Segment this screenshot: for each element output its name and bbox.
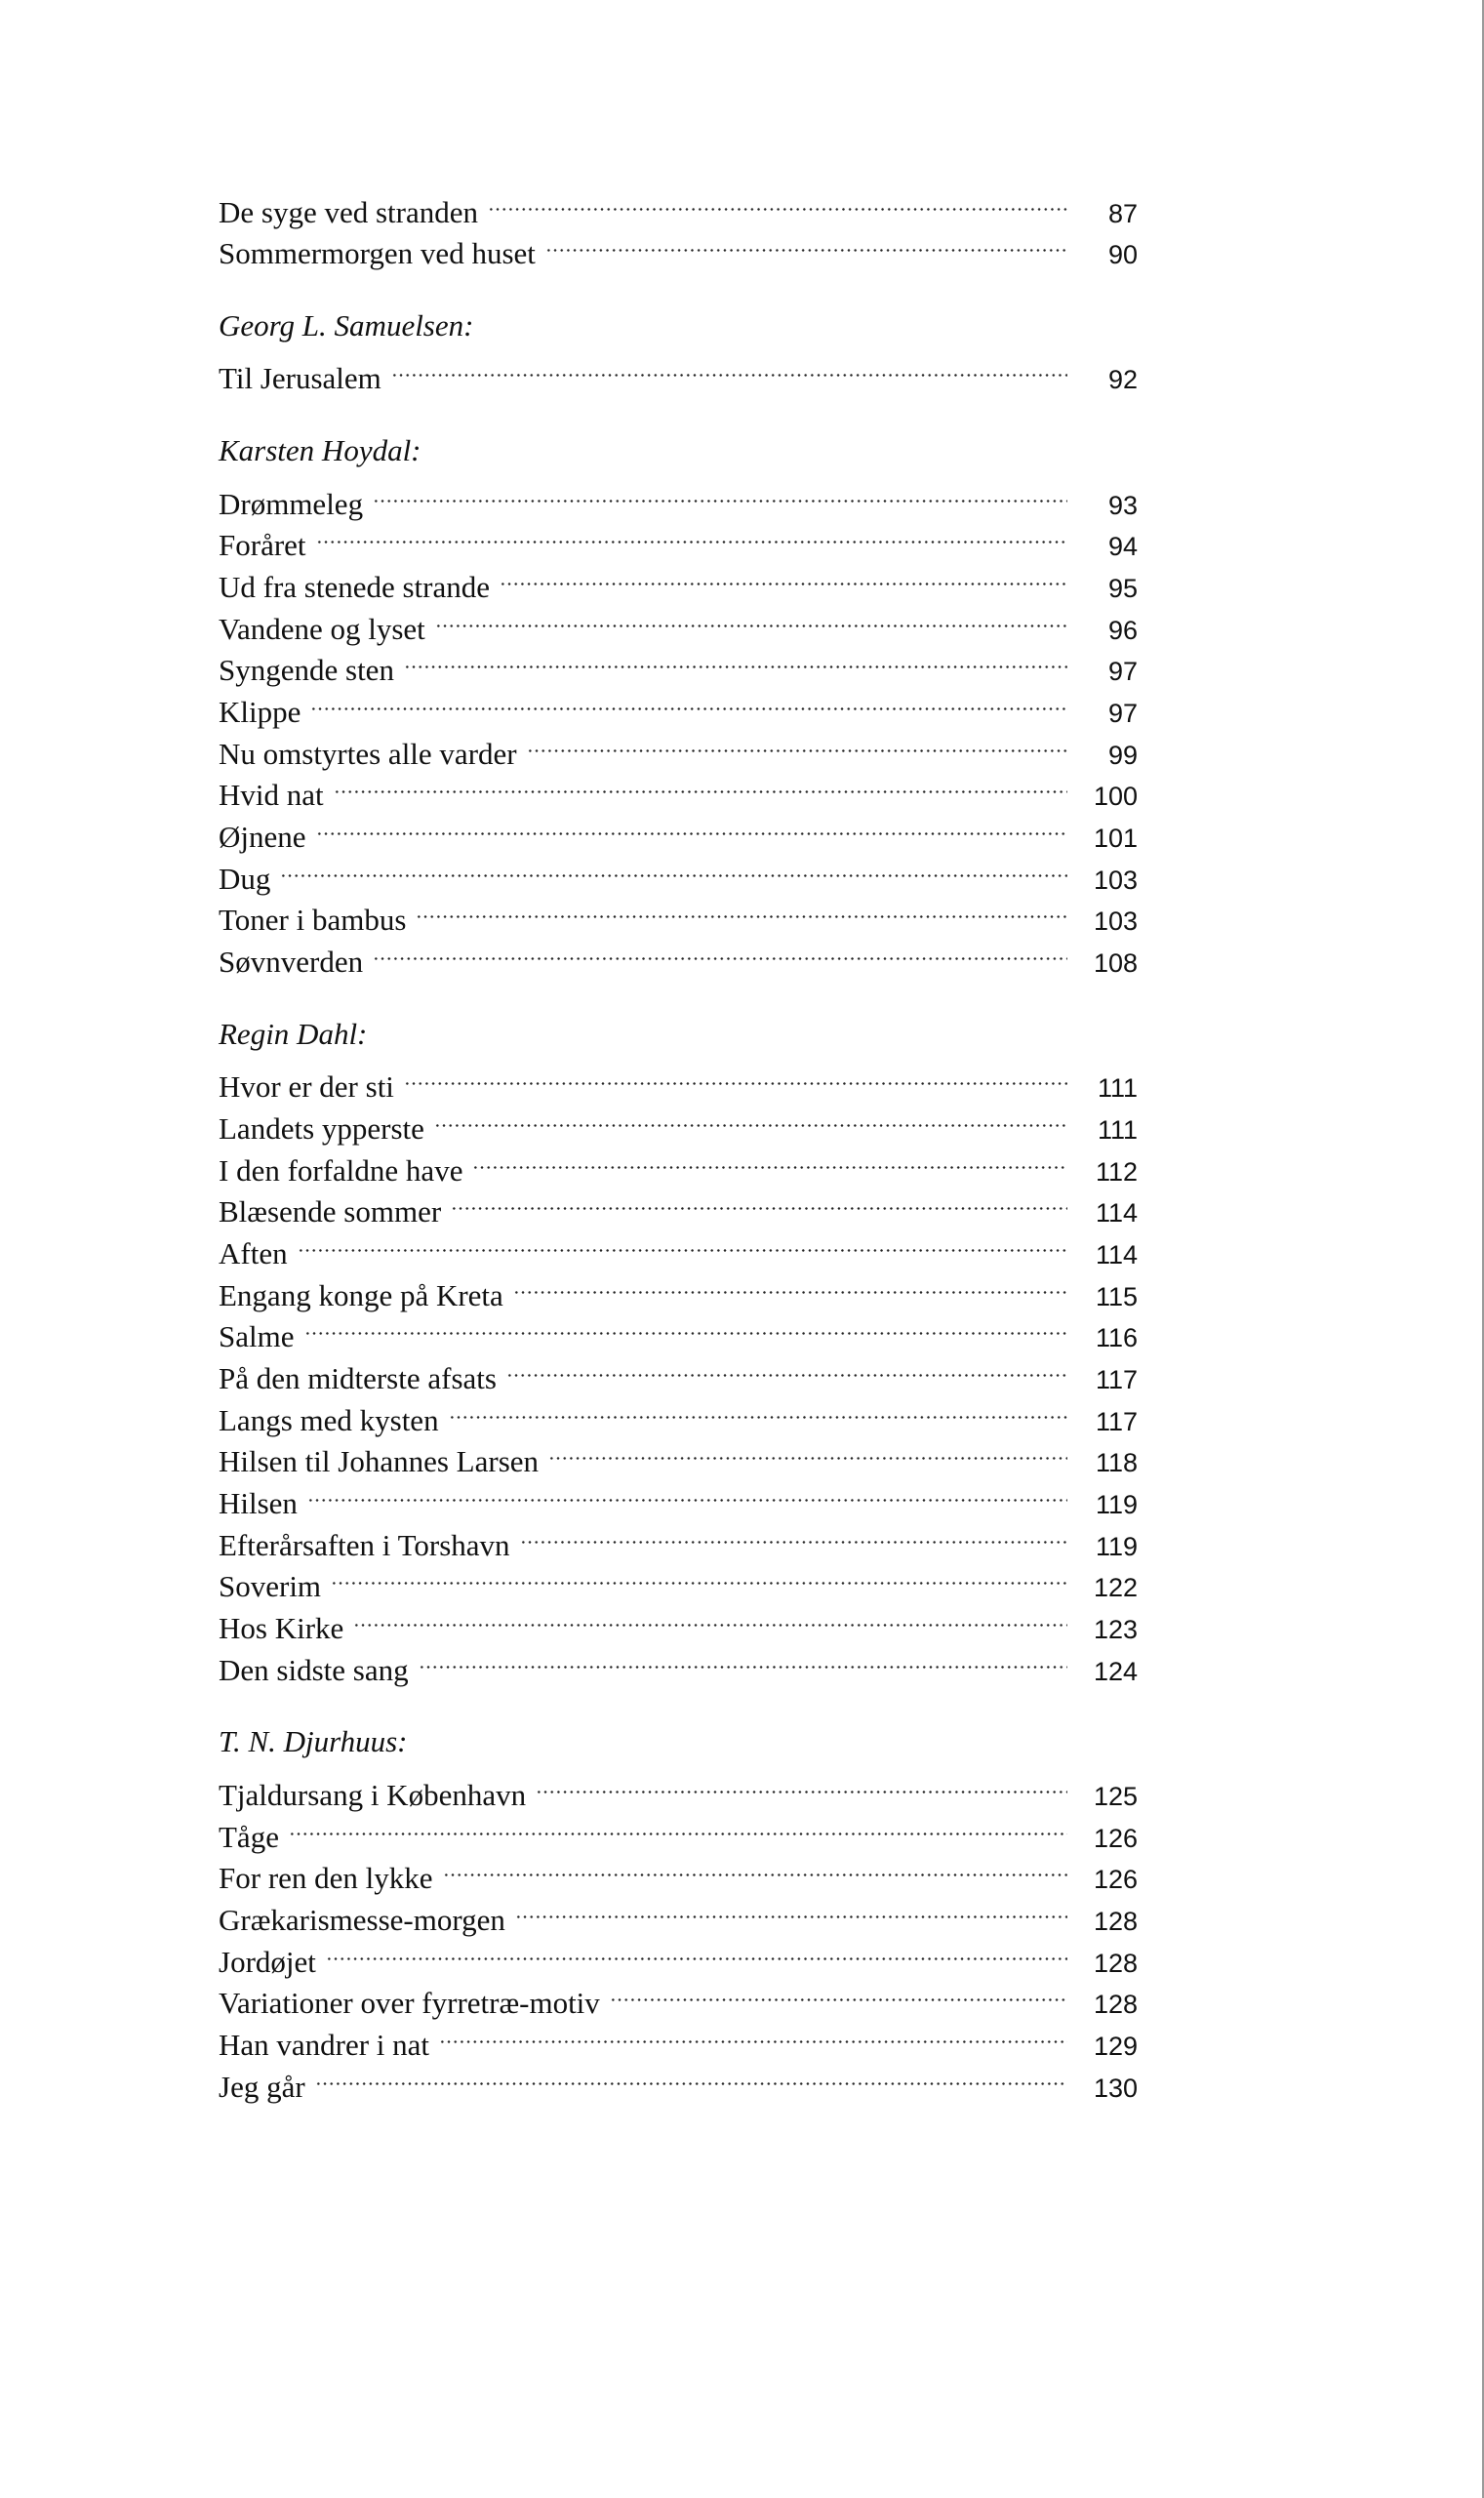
toc-entry[interactable] [219, 847, 1138, 896]
toc-entry[interactable] [219, 1055, 1138, 1105]
dot-leader [353, 1596, 1067, 1638]
entry-page-number: 118 [1095, 1448, 1138, 1478]
entry-title: Til Jerusalem [219, 361, 381, 396]
entry-page-number: 126 [1093, 1865, 1138, 1895]
author-heading: Georg L. Samuelsen: [219, 308, 474, 343]
dot-leader [280, 847, 1067, 889]
entry-page-number: 97 [1107, 698, 1138, 728]
entry-title: Jeg går [219, 2069, 305, 2104]
entry-page-number: 96 [1107, 615, 1138, 645]
entry-page-number: 128 [1093, 1906, 1138, 1936]
entry-page-number: 128 [1093, 1948, 1138, 1978]
entry-page-number: 112 [1095, 1156, 1138, 1187]
toc-entry[interactable] [219, 1847, 1138, 1896]
dot-leader [472, 1139, 1067, 1181]
entry-page-number: 90 [1107, 240, 1138, 270]
entry-title: Drømmeleg [219, 486, 364, 521]
dot-leader [488, 181, 1067, 222]
entry-title: Klippe [219, 694, 301, 729]
toc-entry[interactable] [219, 1763, 1138, 1812]
entry-title: Jordøjet [219, 1944, 316, 1979]
entry-page-number: 119 [1095, 1531, 1138, 1561]
entry-title: Blæsende sommer [219, 1194, 442, 1229]
entry-page-number: 114 [1095, 1198, 1138, 1229]
entry-title: Variationer over fyrretræ-motiv [219, 1986, 600, 2021]
author-heading: T. N. Djurhuus: [219, 1724, 408, 1759]
entry-title: Øjnene [219, 820, 306, 854]
toc-entry[interactable] [219, 1306, 1138, 1354]
entry-page-number: 126 [1093, 1823, 1138, 1853]
entry-page-number: 123 [1093, 1615, 1138, 1645]
dot-leader [443, 1847, 1067, 1889]
toc-section [219, 263, 1138, 396]
toc-entry[interactable] [219, 181, 1138, 229]
entry-title: Den sidste sang [219, 1652, 409, 1687]
dot-leader [316, 805, 1067, 847]
dot-leader [373, 930, 1067, 972]
toc-entry[interactable] [219, 1805, 1138, 1854]
entry-page-number: 129 [1093, 2031, 1138, 2061]
entry-title: Vandene og lyset [219, 611, 425, 646]
entry-title: Langs med kysten [219, 1402, 439, 1437]
dot-leader [289, 1805, 1067, 1847]
dot-leader [451, 1181, 1067, 1223]
entry-page-number: 111 [1097, 1114, 1138, 1145]
entry-page-number: 119 [1095, 1490, 1138, 1519]
toc-entry[interactable] [219, 764, 1138, 813]
entry-title: Hilsen til Johannes Larsen [219, 1444, 540, 1479]
entry-title: Efterårsaften i Torshavn [219, 1527, 510, 1562]
entry-title: Engang konge på Kreta [219, 1277, 503, 1312]
entry-title: Søvnverden [219, 945, 364, 980]
entry-title: På den midterste afsats [219, 1360, 497, 1395]
dot-leader [513, 1264, 1067, 1306]
entry-title: De syge ved stranden [219, 194, 478, 229]
entry-page-number: 100 [1093, 782, 1138, 812]
entry-title: Han vandrer i nat [219, 2027, 430, 2062]
toc-entry[interactable] [219, 2055, 1138, 2104]
entry-page-number: 111 [1097, 1073, 1138, 1104]
entry-page-number: 108 [1093, 948, 1138, 979]
entry-title: Foråret [219, 528, 306, 563]
toc-entry[interactable] [219, 555, 1138, 604]
dot-leader [536, 1763, 1067, 1805]
dot-leader [506, 1347, 1067, 1389]
toc-entry[interactable] [219, 1930, 1138, 1979]
toc-section [219, 1680, 1138, 2104]
entry-page-number: 99 [1107, 740, 1138, 770]
entry-page-number: 103 [1093, 907, 1138, 937]
dot-leader [331, 1555, 1067, 1597]
entry-page-number: 124 [1093, 1656, 1138, 1686]
dot-leader [310, 680, 1067, 722]
entry-title: Salme [219, 1319, 295, 1354]
entry-page-number: 125 [1093, 1781, 1138, 1811]
dot-leader [334, 764, 1067, 806]
dot-leader [435, 597, 1067, 639]
entry-page-number: 122 [1093, 1573, 1138, 1603]
entry-page-number: 115 [1095, 1281, 1138, 1311]
entry-title: I den forfaldne have [219, 1152, 463, 1188]
entry-page-number: 94 [1107, 532, 1138, 562]
entry-title: Tåge [219, 1819, 279, 1854]
toc-entry[interactable] [219, 680, 1138, 729]
dot-leader [545, 222, 1067, 264]
dot-leader [391, 347, 1067, 389]
entry-title: Ud fra stenede strande [219, 569, 491, 604]
table-of-contents [219, 181, 1138, 2104]
entry-title: Sommermorgen ved huset [219, 236, 536, 271]
entry-page-number: 103 [1093, 865, 1138, 895]
author-heading: Karsten Hoydal: [219, 433, 421, 468]
toc-entry[interactable] [219, 1513, 1138, 1562]
dot-leader [449, 1389, 1067, 1430]
entry-page-number: 87 [1107, 198, 1138, 228]
dot-leader [500, 555, 1067, 597]
dot-leader [515, 1888, 1067, 1930]
entry-page-number: 128 [1093, 1990, 1138, 2020]
entry-title: Syngende sten [219, 653, 394, 688]
dot-leader [520, 1513, 1067, 1555]
toc-section [219, 972, 1138, 1687]
toc-entry[interactable] [219, 1471, 1138, 1520]
toc-section [219, 181, 1138, 271]
dot-leader [610, 1972, 1067, 2014]
entry-title: Grækarismesse-morgen [219, 1902, 505, 1937]
toc-entry[interactable] [219, 1555, 1138, 1604]
dot-leader [326, 1930, 1067, 1972]
entry-page-number: 116 [1095, 1323, 1138, 1353]
entry-page-number: 130 [1093, 2073, 1138, 2103]
dot-leader [439, 2013, 1067, 2055]
toc-entry[interactable] [219, 1222, 1138, 1270]
dot-leader [404, 639, 1067, 681]
toc-entry[interactable] [219, 1638, 1138, 1687]
dot-leader [527, 722, 1067, 764]
toc-section [219, 388, 1138, 980]
dot-leader [416, 889, 1067, 931]
dot-leader [307, 1471, 1067, 1513]
entry-title: Hos Kirke [219, 1611, 344, 1646]
toc-entry[interactable] [219, 472, 1138, 521]
entry-title: Tjaldursang i København [219, 1777, 527, 1812]
entry-title: Soverim [219, 1569, 322, 1604]
entry-page-number: 101 [1093, 824, 1138, 853]
dot-leader [304, 1306, 1068, 1348]
entry-title: Hvor er der sti [219, 1069, 394, 1105]
entry-title: Dug [219, 861, 271, 896]
toc-entry[interactable] [219, 347, 1138, 396]
dot-leader [316, 514, 1067, 556]
dot-leader [434, 1097, 1067, 1139]
entry-page-number: 117 [1095, 1406, 1138, 1436]
entry-title: Hvid nat [219, 778, 324, 813]
entry-page-number: 92 [1107, 365, 1138, 395]
entry-page-number: 114 [1095, 1239, 1138, 1269]
entry-page-number: 97 [1107, 657, 1138, 687]
dot-leader [373, 472, 1067, 514]
toc-entry[interactable] [219, 1596, 1138, 1646]
toc-entry[interactable] [219, 1972, 1138, 2021]
toc-entry[interactable] [219, 514, 1138, 563]
author-heading: Regin Dahl: [219, 1016, 368, 1051]
entry-page-number: 95 [1107, 573, 1138, 603]
toc-entry[interactable] [219, 1264, 1138, 1312]
entry-title: Hilsen [219, 1486, 298, 1520]
entry-title: For ren den lykke [219, 1861, 433, 1896]
entry-page-number: 93 [1107, 490, 1138, 520]
toc-entry[interactable] [219, 1347, 1138, 1395]
dot-leader [548, 1430, 1067, 1472]
dot-leader [315, 2055, 1067, 2097]
entry-title: Landets ypperste [219, 1110, 424, 1146]
toc-entry[interactable] [219, 722, 1138, 771]
dot-leader [404, 1055, 1067, 1097]
entry-title: Toner i bambus [219, 903, 407, 938]
entry-title: Nu omstyrtes alle varder [219, 736, 517, 771]
dot-leader [419, 1638, 1067, 1680]
entry-page-number: 117 [1095, 1364, 1138, 1394]
entry-title: Aften [219, 1235, 288, 1270]
toc-entry[interactable] [219, 805, 1138, 854]
toc-entry[interactable] [219, 889, 1138, 938]
dot-leader [298, 1222, 1067, 1264]
